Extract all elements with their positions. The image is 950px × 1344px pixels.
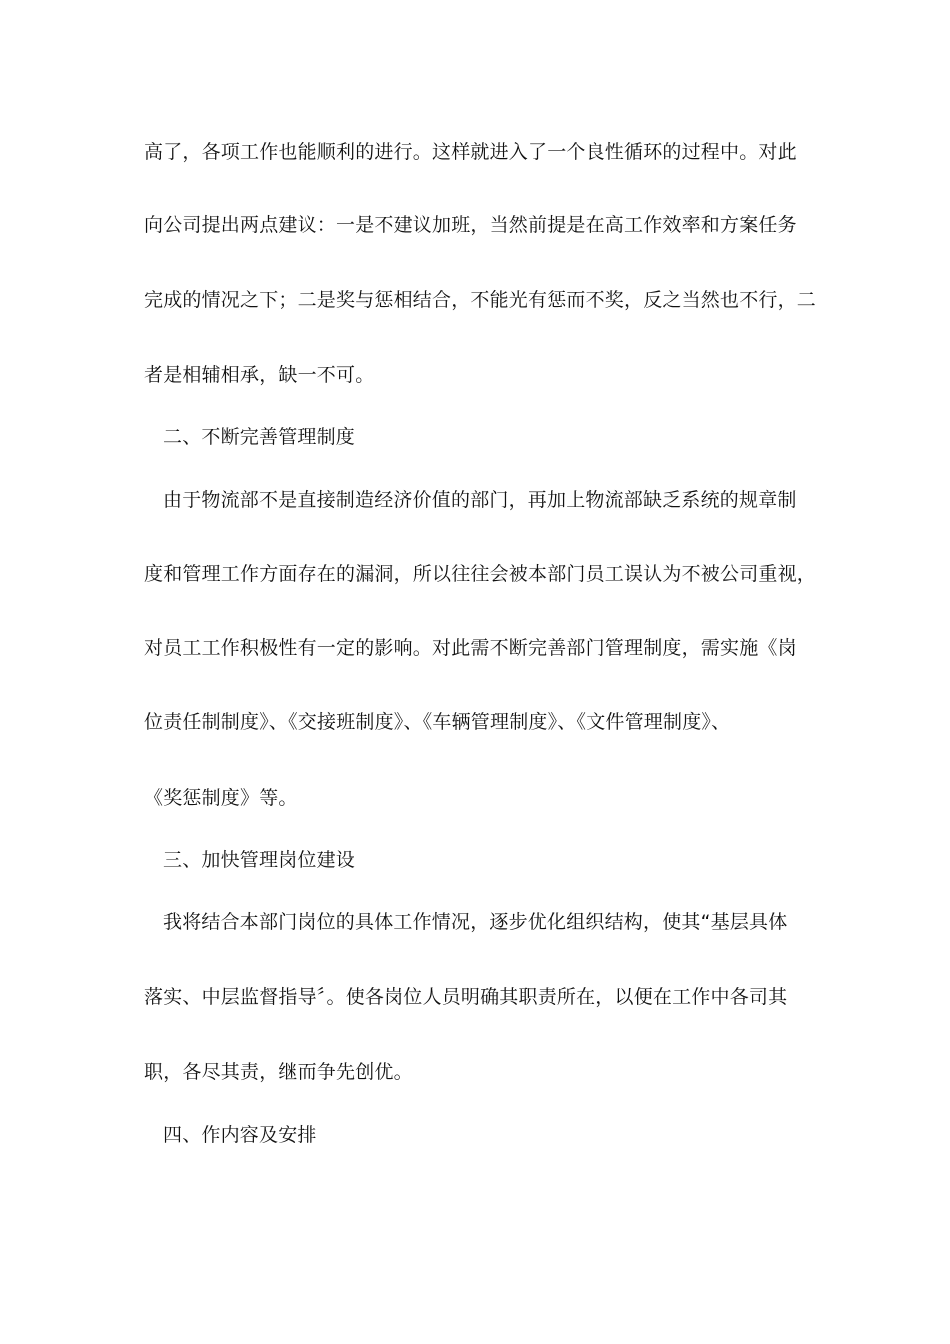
paragraph-line-6: 度和管理工作方面存在的漏洞，所以往往会被本部门员工误认为不被公司重视， [144,563,817,585]
section-heading-2: 二、不断完善管理制度 [163,426,356,448]
paragraph-line-1: 高了，各项工作也能顺利的进行。这样就进入了一个良性循环的过程中。对此 [144,141,797,163]
paragraph-line-2: 向公司提出两点建议：一是不建议加班，当然前提是在高工作效率和方案任务 [144,214,797,236]
paragraph-line-10: 我将结合本部门岗位的具体工作情况，逐步优化组织结构，使其“基层具体 [163,911,788,933]
section-heading-4: 四、作内容及安排 [163,1124,317,1146]
paragraph-line-7: 对员工工作积极性有一定的影响。对此需不断完善部门管理制度，需实施《岗 [144,637,797,659]
section-heading-3: 三、加快管理岗位建设 [163,849,356,871]
paragraph-line-9: 《奖惩制度》等。 [144,787,298,809]
paragraph-line-11: 落实、中层监督指导〞。使各岗位人员明确其职责所在，以便在工作中各司其 [144,986,788,1008]
paragraph-line-4: 者是相辅相承，缺一不可。 [144,364,375,386]
paragraph-line-5: 由于物流部不是直接制造经济价值的部门，再加上物流部缺乏系统的规章制 [163,489,797,511]
paragraph-line-12: 职，各尽其责，继而争先创优。 [144,1061,413,1083]
paragraph-line-3: 完成的情况之下；二是奖与惩相结合，不能光有惩而不奖，反之当然也不行，二 [144,289,817,311]
paragraph-line-8: 位责任制制度》、《交接班制度》、《车辆管理制度》、《文件管理制度》、 [144,711,731,733]
